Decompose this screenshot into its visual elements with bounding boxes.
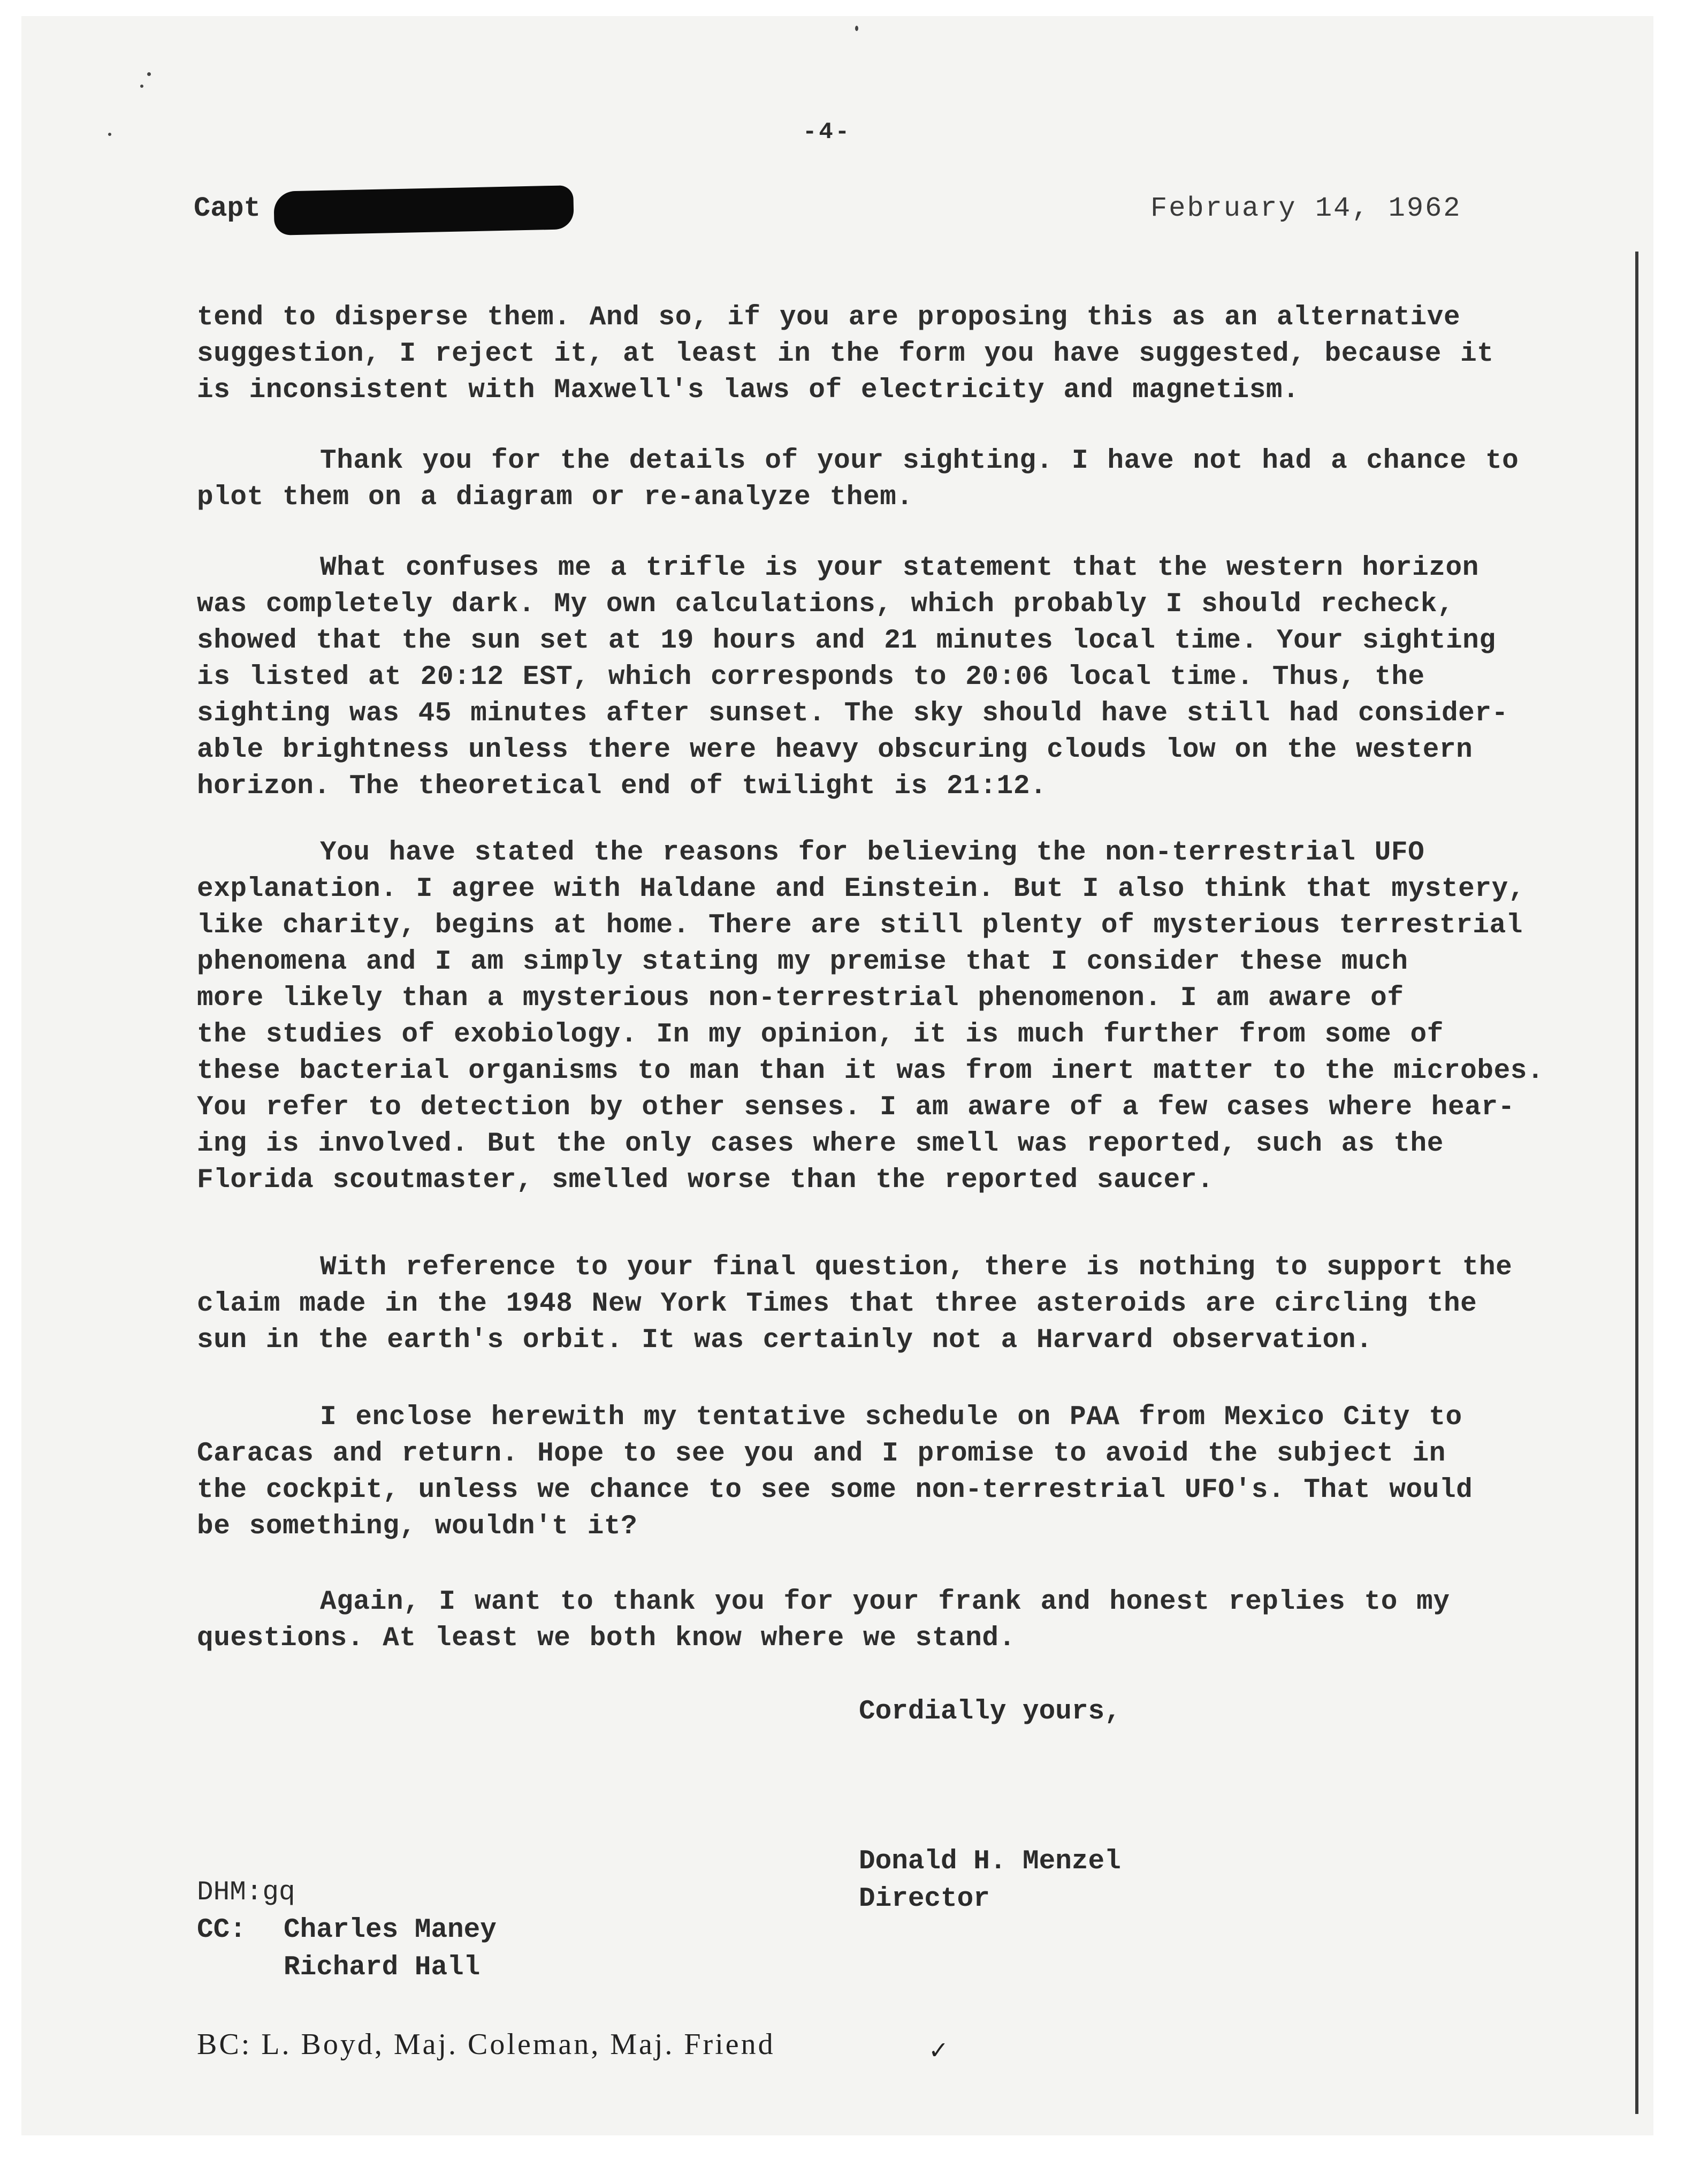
body-line: You refer to detection by other senses. I am aware of a few cases where hear-: [197, 1092, 1515, 1123]
body-line: questions. At least we both know where we stand.: [197, 1623, 1016, 1654]
cc-name: Charles Maney: [284, 1915, 497, 1945]
body-line: ing is involved. But the only cases where smell was reported, such as the: [197, 1129, 1444, 1159]
body-line: phenomena and I am simply stating my premise that I consider these much: [197, 947, 1408, 977]
body-line: suggestion, I reject it, at least in the form you have suggested, because it: [197, 339, 1494, 369]
paragraph-6: [197, 1400, 1503, 1545]
body-line: sun in the earth's orbit. It was certainly not a Harvard observation.: [197, 1325, 1373, 1356]
scan-speck: [855, 26, 858, 31]
body-line: Caracas and return. Hope to see you and I promise to avoid the subject in: [197, 1439, 1446, 1469]
body-line: You have stated the reasons for believing the non-terrestrial UFO: [320, 838, 1425, 868]
typist-initials: DHM:gq: [197, 1877, 295, 1908]
body-line: horizon. The theoretical end of twilight is 21:12.: [197, 771, 1047, 802]
scan-speck: [140, 85, 143, 88]
body-line: Again, I want to thank you for your frank and honest replies to my: [320, 1587, 1450, 1617]
body-line: is listed at 20:12 EST, which corresponds to 20:06 local time. Thus, the: [197, 662, 1425, 693]
paragraph-4: [197, 835, 1544, 1199]
body-line: Florida scoutmaster, smelled worse than the reported saucer.: [197, 1165, 1214, 1196]
addressee: Capt: [194, 193, 261, 224]
bc-distribution-line: BC: L. Boyd, Maj. Coleman, Maj. Friend: [197, 2028, 775, 2061]
body-line: the studies of exobiology. In my opinion, it is much further from some of: [197, 1020, 1444, 1050]
redaction-mark: [273, 185, 574, 235]
body-line: With reference to your final question, there is nothing to support the: [320, 1252, 1513, 1283]
body-line: I enclose herewith my tentative schedule on PAA from Mexico City to: [320, 1402, 1462, 1433]
body-line: plot them on a diagram or re-analyze them.: [197, 482, 913, 513]
body-line: was completely dark. My own calculations, which probably I should recheck,: [197, 589, 1454, 620]
paragraph-2: [197, 443, 1519, 516]
body-line: Thank you for the details of your sighting. I have not had a chance to: [320, 446, 1519, 476]
cc-name: Richard Hall: [284, 1952, 481, 1983]
paragraph-3: [197, 550, 1508, 805]
scan-speck: [147, 72, 151, 76]
body-line: these bacterial organisms to man than it was from inert matter to the microbes.: [197, 1056, 1544, 1086]
paragraph-1: [197, 300, 1503, 409]
body-line: more likely than a mysterious non-terrestrial phenomenon. I am aware of: [197, 983, 1404, 1014]
checkmark-icon: ✓: [930, 2036, 947, 2067]
body-line: tend to disperse them. And so, if you are proposing this as an alternative: [197, 302, 1461, 333]
closing-salutation: Cordially yours,: [859, 1697, 1121, 1727]
scan-speck: [108, 133, 111, 136]
body-line: claim made in the 1948 New York Times that three asteroids are circling the: [197, 1289, 1477, 1319]
body-line: showed that the sun set at 19 hours and 21 minutes local time. Your sighting: [197, 626, 1496, 656]
body-line: What confuses me a trifle is your statement that the western horizon: [320, 553, 1479, 583]
paragraph-7: [197, 1584, 1503, 1657]
page-edge-rule: [1635, 252, 1638, 2114]
cc-label: CC:: [197, 1915, 246, 1945]
body-line: be something, wouldn't it?: [197, 1511, 638, 1542]
body-line: is inconsistent with Maxwell's laws of electricity and magnetism.: [197, 375, 1300, 406]
page-number: -4-: [803, 119, 852, 146]
body-line: able brightness unless there were heavy obscuring clouds low on the western: [197, 735, 1473, 765]
body-line: like charity, begins at home. There are still plenty of mysterious terrestrial: [197, 910, 1523, 941]
body-line: the cockpit, unless we chance to see some non-terrestrial UFO's. That would: [197, 1475, 1473, 1505]
body-line: explanation. I agree with Haldane and Einstein. But I also think that mystery,: [197, 874, 1525, 904]
signature-title: Director: [859, 1884, 990, 1914]
paragraph-5: [197, 1250, 1513, 1359]
letter-date: February 14, 1962: [1150, 193, 1462, 224]
body-line: sighting was 45 minutes after sunset. The sky should have still had consider-: [197, 698, 1508, 729]
signature-name: Donald H. Menzel: [859, 1846, 1121, 1877]
